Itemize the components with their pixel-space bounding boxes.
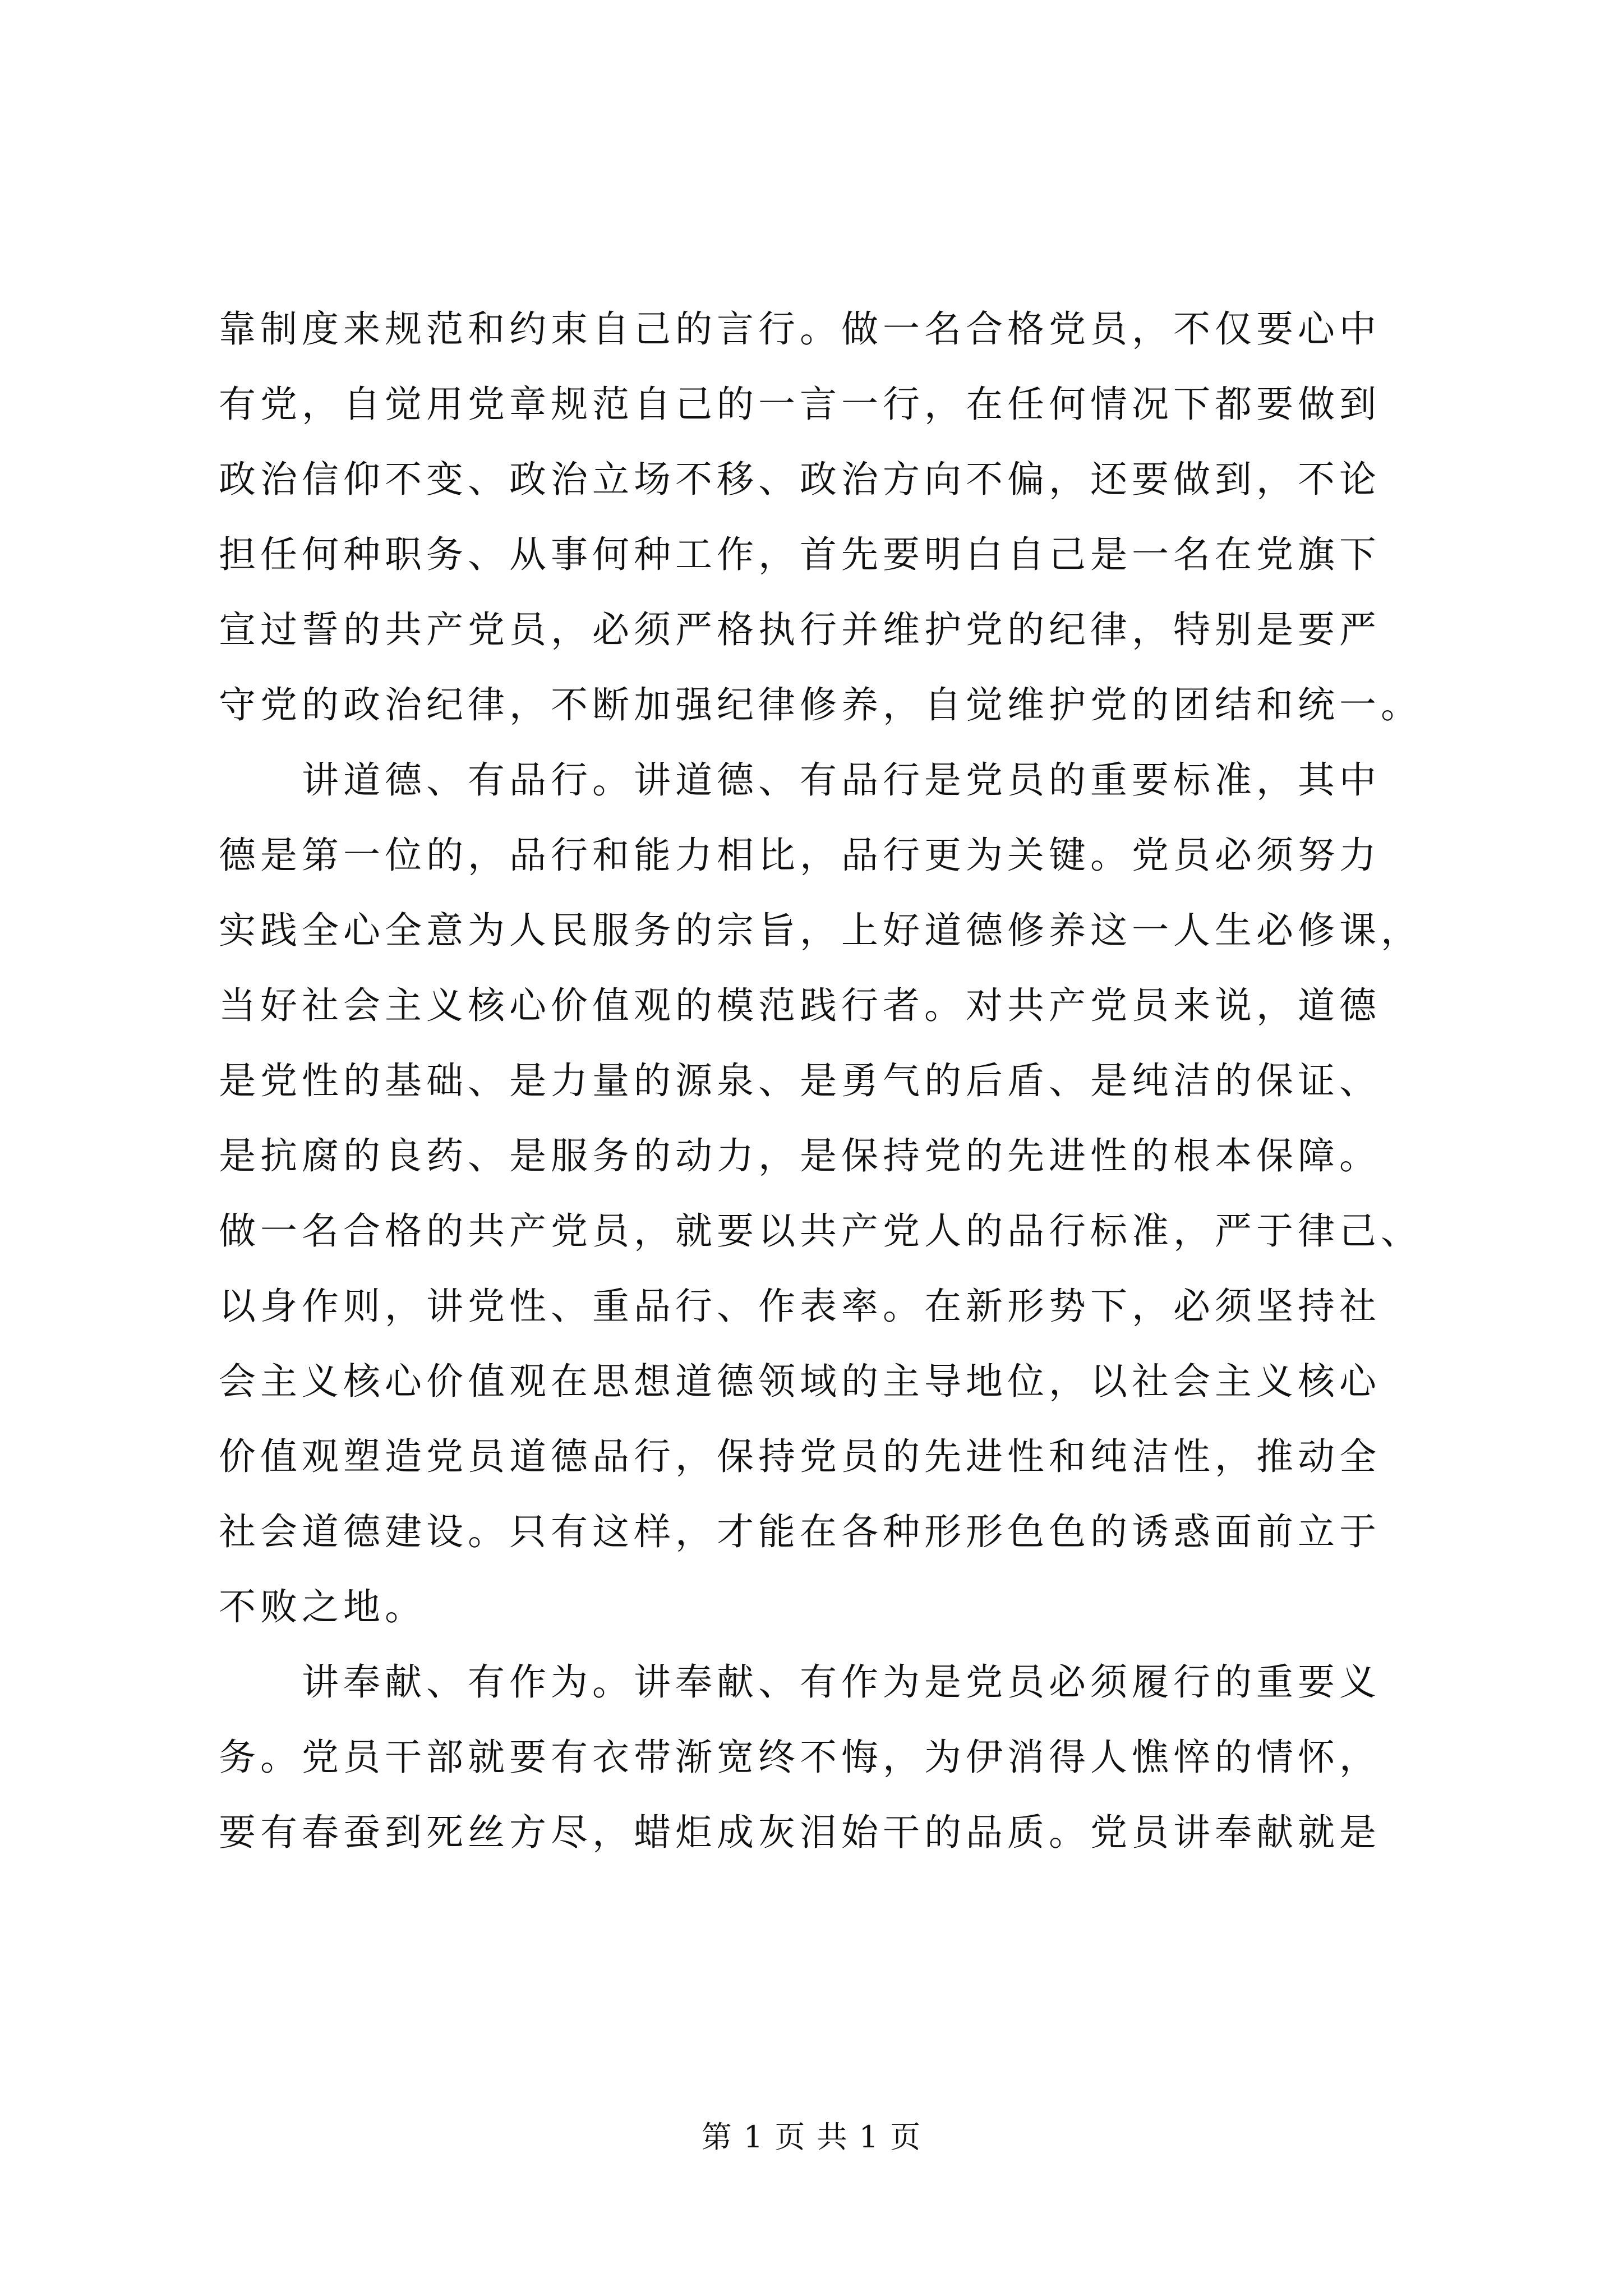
body-line-16: 价值观塑造党员道德品行，保持党员的先进性和纯洁性，推动全 (219, 1435, 1381, 1478)
paragraph-start-line: 讲奉献、有作为。讲奉献、有作为是党员必须履行的重要义 (302, 1660, 1381, 1704)
body-line-17: 社会道德建设。只有这样，才能在各种形形色色的诱惑面前立于 (219, 1510, 1381, 1553)
body-line-8: 德是第一位的，品行和能力相比，品行更为关键。党员必须努力 (219, 834, 1381, 877)
body-line-6: 守党的政治纪律，不断加强纪律修养，自觉维护党的团结和统一。 (219, 683, 1422, 726)
body-line-1: 靠制度来规范和约束自己的言行。做一名合格党员，不仅要心中 (219, 307, 1381, 351)
body-line-9: 实践全心全意为人民服务的宗旨，上好道德修养这一人生必修课， (219, 909, 1422, 952)
body-line-11: 是党性的基础、是力量的源泉、是勇气的后盾、是纯洁的保证、 (219, 1059, 1381, 1102)
paragraph-start-line: 讲道德、有品行。讲道德、有品行是党员的重要标准，其中 (302, 758, 1381, 802)
body-line-12: 是抗腐的良药、是服务的动力，是保持党的先进性的根本保障。 (219, 1134, 1381, 1177)
body-line-18: 不败之地。 (219, 1585, 426, 1628)
body-line-10: 当好社会主义核心价值观的模范践行者。对共产党员来说，道德 (219, 984, 1381, 1027)
body-line-4: 担任何种职务、从事何种工作，首先要明白自己是一名在党旗下 (219, 533, 1381, 576)
document-body (219, 292, 1422, 1870)
body-line-21: 要有春蚕到死丝方尽，蜡炬成灰泪始干的品质。党员讲奉献就是 (219, 1811, 1381, 1854)
page-number-footer: 第 1 页 共 1 页 (701, 2119, 922, 2155)
body-line-15: 会主义核心价值观在思想道德领域的主导地位，以社会主义核心 (219, 1360, 1381, 1403)
body-line-14: 以身作则，讲党性、重品行、作表率。在新形势下，必须坚持社 (219, 1285, 1381, 1328)
body-line-20: 务。党员干部就要有衣带渐宽终不悔，为伊消得人憔悴的情怀， (219, 1736, 1381, 1779)
body-line-3: 政治信仰不变、政治立场不移、政治方向不偏，还要做到，不论 (219, 458, 1381, 501)
body-line-2: 有党，自觉用党章规范自己的一言一行，在任何情况下都要做到 (219, 383, 1381, 426)
body-line-13: 做一名合格的共产党员，就要以共产党人的品行标准，严于律己、 (219, 1209, 1422, 1253)
body-line-5: 宣过誓的共产党员，必须严格执行并维护党的纪律，特别是要严 (219, 608, 1381, 651)
